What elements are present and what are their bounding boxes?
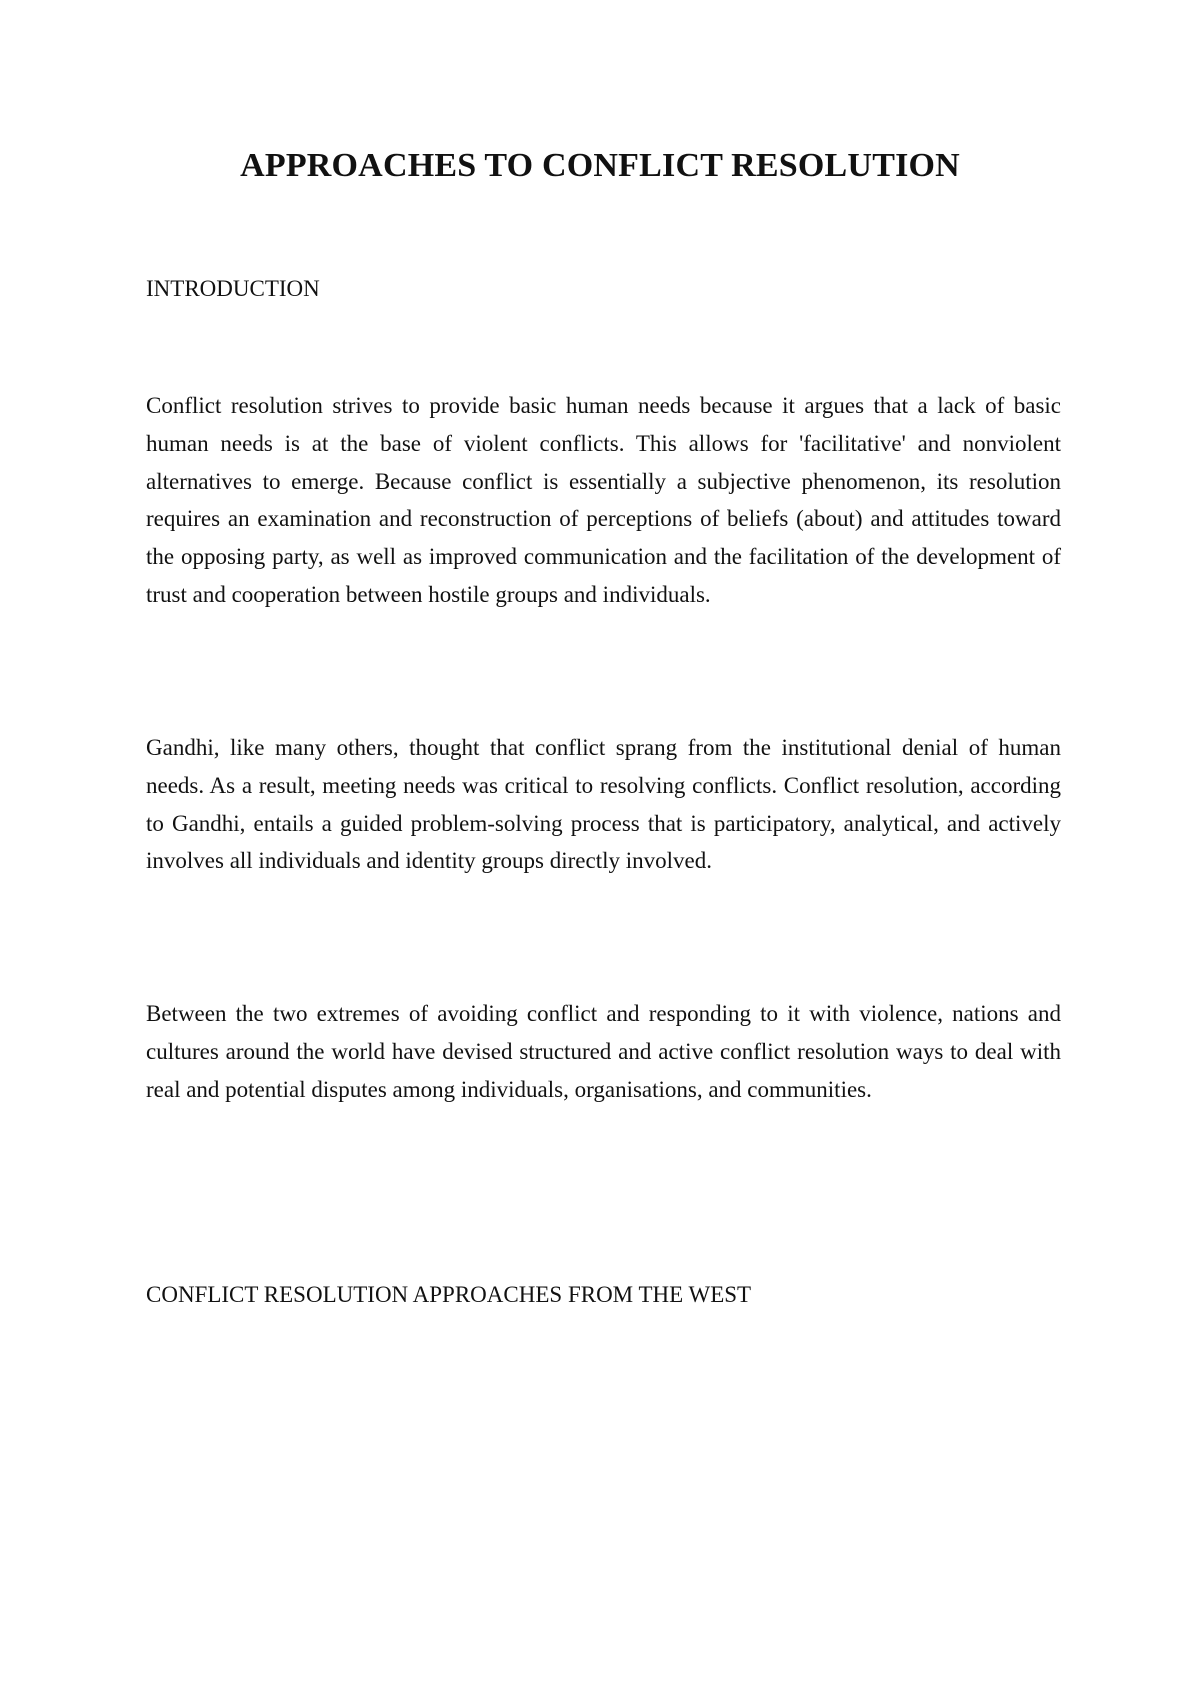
paragraph: Between the two extremes of avoiding conflict and responding to it with violence, nations and cultures around the world have devised structured and active conflict resolution ways to deal with real and potential disputes among individuals, organisations, and communities. xyxy=(146,1001,1061,1102)
paragraph: Gandhi, like many others, thought that conflict sprang from the institutional denial of human needs. As a result, meeting needs was critical to resolving conflicts. Conflict resolution, according to Gandhi, entails a guided problem-solving process that is participatory, analytical, and actively involves all individuals and identity groups directly involved. xyxy=(146,735,1061,874)
section-heading-introduction: INTRODUCTION xyxy=(146,276,320,301)
paragraph: Conflict resolution strives to provide basic human needs because it argues that a lack of basic human needs is at the base of violent conflicts. This allows for 'facilitative' and nonviolent alternatives to emerge. Because conflict is essentially a subjective phenomenon, its resolution requires an examination and reconstruction of perceptions of beliefs (about) and attitudes toward the opposing party, as well as improved communication and the facilitation of the development of trust and cooperation between hostile groups and individuals. xyxy=(146,393,1061,607)
section-heading-west-approaches: CONFLICT RESOLUTION APPROACHES FROM THE WEST xyxy=(146,1282,752,1307)
document-title: APPROACHES TO CONFLICT RESOLUTION xyxy=(240,147,960,184)
